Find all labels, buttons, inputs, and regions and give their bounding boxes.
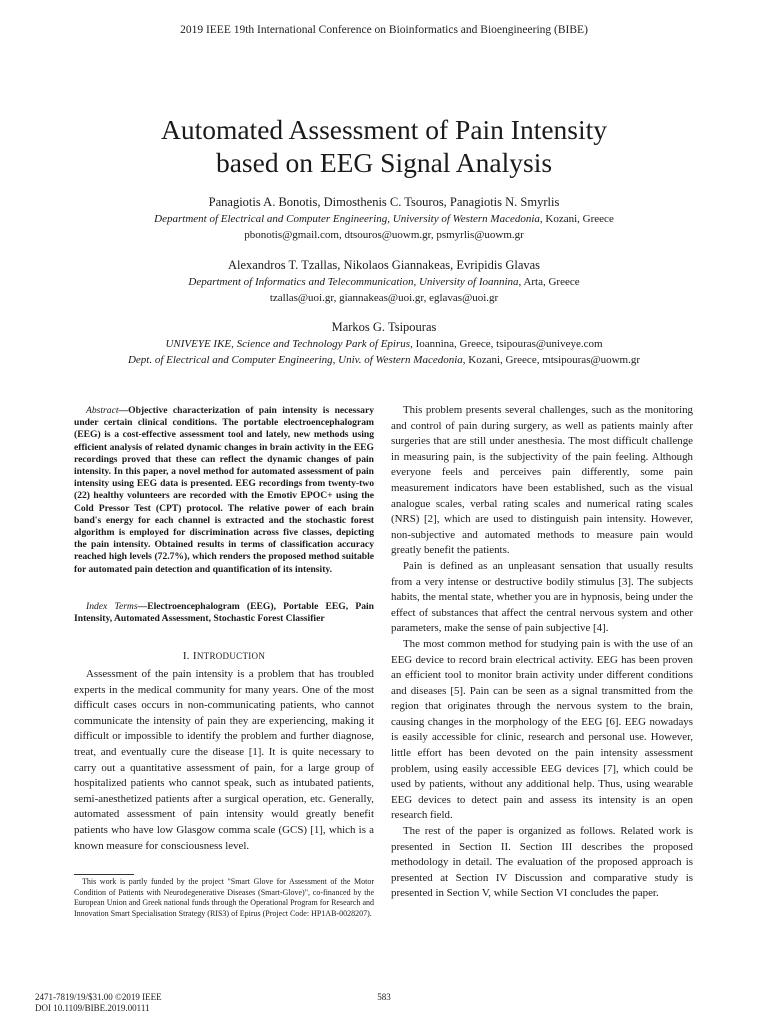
author-group-3 (40, 319, 728, 368)
page-number: 583 (377, 992, 391, 1002)
title-line-2: based on EEG Signal Analysis (215, 147, 553, 178)
affiliation-department: UNIVEYE IKE, Science and Technology Park of Epirus (165, 338, 411, 350)
index-terms-text: —Electroencephalogram (EEG), Portable EEG, Pain Intensity, Automated Assessment, Stochastic Forest Classifier (74, 601, 375, 625)
author-names: Markos G. Tsipouras (331, 320, 437, 334)
funding-footnote: This work is partly funded by the project "Smart Glove for Assessment of the Motor Condition of Patients with Neurodegenerative Diseases (Smart-Glove)", co-financed by the European Union and Greek national funds through the Operational Program for Research and Innovation Smart Specialisation Strategy (RIS3) of Epirus (Project Code: HP1AB-0028207). (74, 877, 374, 918)
author-emails: tzallas@uoi.gr, giannakeas@uoi.gr, eglavas@uoi.gr (269, 292, 499, 304)
author-affiliation (40, 274, 728, 290)
index-terms (74, 601, 374, 625)
author-affiliation-2 (40, 352, 728, 368)
paper-title (60, 113, 708, 179)
affiliation-department: Department of Informatics and Telecommunication, University of Ioannina (188, 276, 519, 288)
section-numeral: I. I (182, 650, 197, 662)
abstract-label: Abstract (86, 405, 119, 416)
abstract (74, 405, 374, 576)
title-line-1: Automated Assessment of Pain Intensity (160, 114, 608, 145)
section-title-rest: NTRODUCTION (196, 651, 266, 661)
affiliation-department: Department of Electrical and Computer Engineering, University of Western Macedonia (154, 213, 540, 225)
affiliation-department: Dept. of Electrical and Computer Engineering, Univ. of Western Macedonia (127, 354, 463, 366)
body-paragraph: The rest of the paper is organized as follows. Related work is presented in Section II. Section III describes the proposed methodology in detail. The evaluation of the proposed approach is presented at Section IV Discussion and comparative study is presented in Section V, while Section VI concludes the paper. (391, 825, 693, 900)
author-group-2 (40, 257, 728, 307)
body-paragraph: This problem presents several challenges, such as the monitoring and control of pain during surgery, as well as patients mainly after surgeries that are still under anesthesia. The most difficult challenge in measuring pain, is the subjectivity of the pain feeling. Although everyone feels and perceives pain differently, some pain measurement indicators have been established, such as the visual analogue scales, verbal rating scales and numerical rating scales (NRS) [2], which are used to distinguish pain intensity. However, non-subjective and automated methods to measure pain would greatly benefit the patients. (391, 404, 693, 557)
affiliation-place: , Ioannina, Greece, tsipouras@univeye.com (410, 338, 603, 350)
affiliation-place: , Arta, Greece (518, 276, 580, 288)
author-emails: pbonotis@gmail.com, dtsouros@uowm.gr, psmyrlis@uowm.gr (244, 229, 524, 241)
index-terms-label: Index Terms (86, 601, 138, 612)
abstract-text: —Objective characterization of pain intensity is necessary under certain clinical conditions. The portable electroencephalogram (EEG) is a cost-effective assessment tool and lately, new methods using efficient analysis of related dynamic changes in brain activity in the EEG recordings proved that these can reflect the dynamic changes of pain intensity. In this paper, a novel method for automated assessment of pain intensity using EEG data is presented. EEG recordings from twenty-two (22) healthy volunteers are recorded with the Emotiv EPOC+ using the Cold Pressor Test (CPT) protocol. The relative power of each brain band's energy for each channel is extracted and the stochastic forest algorithm is employed for discrimination across five classes, depicting the pain intensity. Obtained results in terms of classification accuracy reached high levels (72.7%), which renders the proposed method suitable for automated pain detection and quantification of its intensity. (74, 405, 374, 575)
copyright-line: 2471-7819/19/$31.00 ©2019 IEEE (35, 992, 162, 1002)
author-names: Alexandros T. Tzallas, Nikolaos Giannakeas, Evripidis Glavas (227, 258, 541, 272)
footnote-divider (74, 874, 134, 875)
author-affiliation (40, 211, 728, 227)
introduction-body (74, 667, 374, 854)
conference-header: 2019 IEEE 19th International Conference on Bioinformatics and Bioengineering (BIBE) (180, 24, 588, 36)
affiliation-place: , Kozani, Greece, mtsipouras@uowm.gr (462, 354, 641, 366)
body-paragraph: The most common method for studying pain is with the use of an EEG device to record brain electrical activity. EEG has been proven an efficient tool to monitor brain activity under different conditions and diseases [5]. Pain can be seen as a signal transmitted from the region that originates through the nervous system to the brain, causing changes in the morphology of the EEG [6]. EEG nowadays is easily accessible for clinic, research and personal use. However, little effort has been devoted on the pain intensity assessment problem, using easily accessible EEG devices [7], which could be used by patients, without any additional help. Thus, using wearable EEG devices to detect pain and assess its intensity is an open research field. (391, 637, 693, 822)
author-names: Panagiotis A. Bonotis, Dimosthenis C. Tsouros, Panagiotis N. Smyrlis (208, 195, 560, 209)
author-affiliation-1 (40, 336, 728, 352)
intro-paragraph: Assessment of the pain intensity is a problem that has troubled experts in the medical community for many years. One of the most difficult cases occurs in non-communicating patients, who cannot communicate the intensity of pain they are experiencing, making it difficult or impossible to identify the problem and further diagnose, treat, and eventually cure the disease [1]. It is quite necessary to carry out a quantitative assessment of pain, for a large group of hospitalized patients who cannot speak, such as intubated patients, semi-anesthetized patients after a surgical operation, etc. Generally, automated assessment of pain intensity would greatly benefit patients who have low Glasgow comma scale (GCS) [1], which is a known measure for consciousness level. (74, 668, 374, 852)
doi-line: DOI 10.1109/BIBE.2019.00111 (35, 1003, 150, 1013)
right-column-body (391, 403, 693, 902)
section-heading-introduction (74, 650, 374, 662)
author-group-1 (40, 194, 728, 244)
affiliation-place: , Kozani, Greece (539, 213, 614, 225)
body-paragraph: Pain is defined as an unpleasant sensation that usually results from a very intense or destructive bodily stimulus [3]. The subjects habits, the mental state, whether you are in hypnosis, being under the effect of substances that affect the central nervous system and other parameters, make the sense of pain subjective [4]. (391, 559, 693, 635)
